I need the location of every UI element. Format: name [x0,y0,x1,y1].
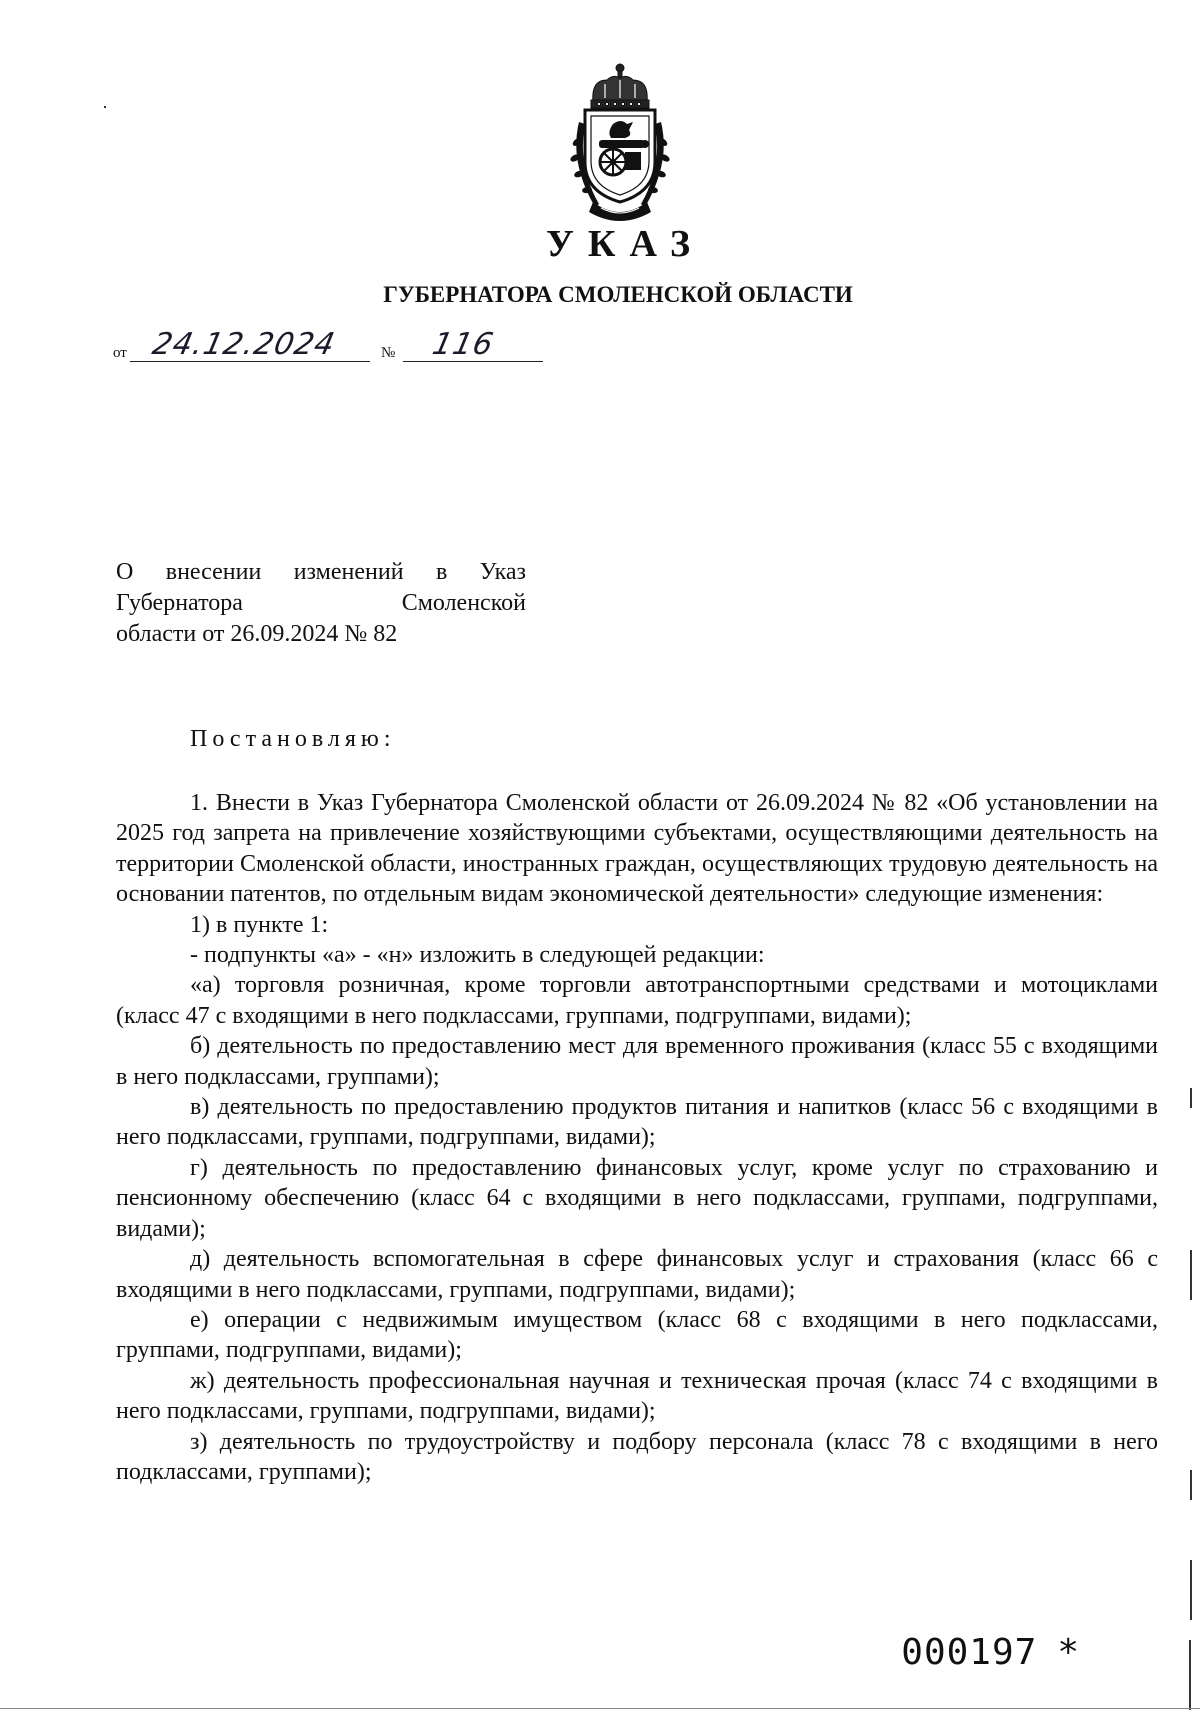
document-subject [116,557,526,650]
subject-line: Губернатора Смоленской [116,590,526,616]
serial-number [901,1632,1080,1673]
serial-value: 000197 [901,1632,1038,1673]
number-label: № [381,345,396,361]
scan-artifact [104,106,106,108]
scan-artifact [1190,1560,1192,1620]
body-paragraph: 1. Внести в Указ Губернатора Смоленской области от 26.09.2024 № 82 «Об установлении на 2025 год запрета на привлечение хозяйствующими субъектами, осуществляющими деятельность на территории Смоленской области, иностранных граждан, осуществляющих трудовую деятельность на основании патентов, по отдельным видам экономической деятельности» следующие изменения: [116,790,1158,908]
serial-mark: * [1057,1632,1080,1673]
scan-artifact [0,1708,1200,1709]
handwritten-date: 24.12.2024 [149,327,339,362]
subject-line: области от 26.09.2024 № 82 [116,621,398,647]
date-number-line [113,328,553,368]
body-paragraph: в) деятельность по предоставлению продуктов питания и напитков (класс 56 с входящими в него подклассами, группами, подгруппами, видами); [116,1094,1158,1151]
body-paragraph: «а) торговля розничная, кроме торговли автотранспортными средствами и мотоциклами (класс 47 с входящими в него подклассами, группами, подгруппами, видами); [116,972,1158,1029]
from-label: от [113,345,127,361]
smolensk-coat-of-arms-icon [555,62,685,222]
scan-artifact [1189,1640,1191,1710]
body-paragraph: 1) в пункте 1: [190,911,329,938]
body-paragraph: ж) деятельность профессиональная научная и техническая прочая (класс 74 с входящими в него подклассами, группами, подгруппами, видами); [116,1367,1158,1425]
scan-artifact [1190,1250,1192,1300]
body-paragraph: е) операции с недвижимым имуществом (класс 68 с входящими в него подклассами, группами, подгруппами, видами); [116,1306,1158,1364]
document-subtitle: ГУБЕРНАТОРА СМОЛЕНСКОЙ ОБЛАСТИ [383,282,853,307]
body-paragraph: - подпункты «а» - «н» изложить в следующей редакции: [190,942,765,969]
document-title: УКАЗ [546,223,704,265]
body-paragraph: з) деятельность по трудоустройству и подбору персонала (класс 78 с входящими в него подклассами, группами); [116,1428,1158,1485]
scan-artifact [1190,1088,1192,1108]
body-paragraph: д) деятельность вспомогательная в сфере финансовых услуг и страхования (класс 66 с входящими в него подклассами, группами, подгруппами, видами); [116,1246,1158,1303]
body-paragraph: г) деятельность по предоставлению финансовых услуг, кроме услуг по страхованию и пенсионному обеспечению (класс 64 с входящими в него подклассами, группами, подгруппами, видами); [116,1154,1158,1242]
body-paragraph: б) деятельность по предоставлению мест для временного проживания (класс 55 с входящими в него подклассами, группами); [116,1033,1158,1090]
resolve-word: Постановляю: [190,726,396,752]
handwritten-number: 116 [429,327,497,362]
subject-line: О внесении изменений в Указ [116,559,526,585]
document-body [116,788,1158,1487]
scan-artifact [1190,1470,1192,1500]
